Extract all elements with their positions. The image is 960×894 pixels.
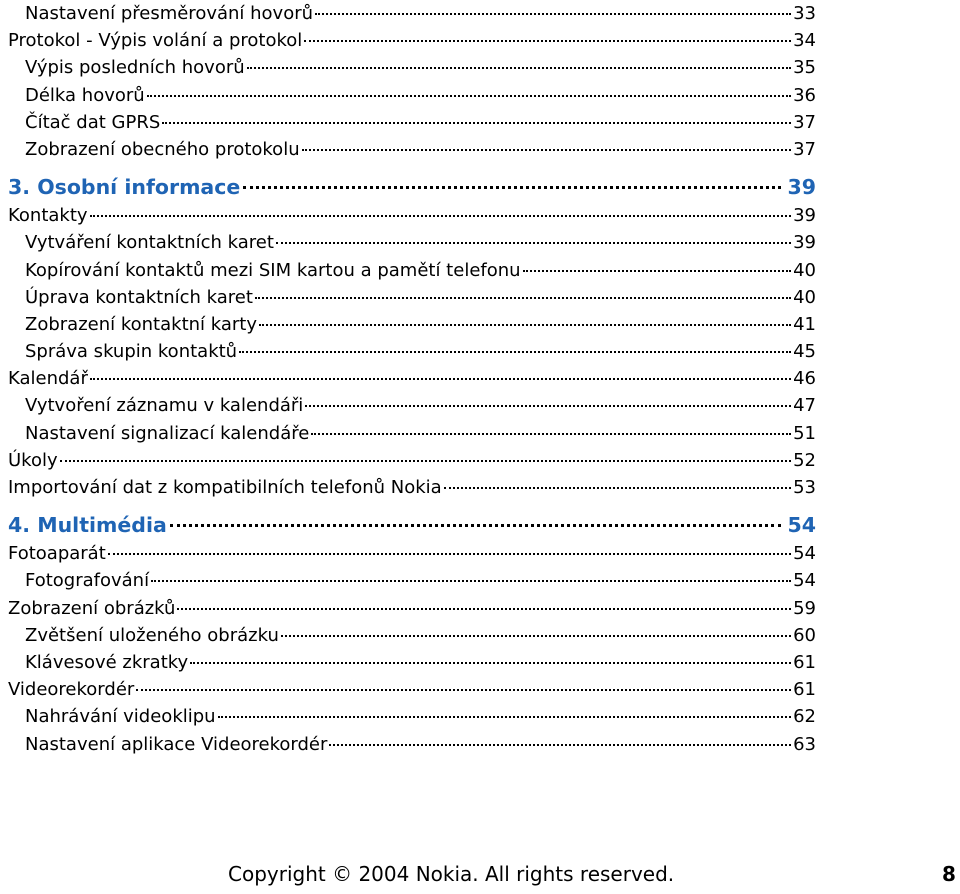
- toc-entry-page-number: 35: [793, 57, 816, 79]
- toc-entry-title: Nastavení přesměrování hovorů: [25, 3, 314, 24]
- dot-leader: [218, 716, 792, 718]
- toc-group: [8, 202, 816, 501]
- toc-entry-page-number: 60: [793, 624, 816, 646]
- toc-entry-page-number: 36: [793, 84, 816, 106]
- toc-entry-page-number: 40: [793, 259, 816, 281]
- dot-leader: [147, 95, 791, 97]
- toc-entry-title: Videorekordér: [8, 679, 135, 701]
- toc-entry-title: Výpis posledních hovorů: [25, 57, 245, 79]
- toc-entry[interactable]: [8, 622, 816, 649]
- dot-leader: [276, 242, 791, 244]
- dot-leader: [90, 378, 791, 380]
- toc-entry[interactable]: [8, 202, 816, 229]
- toc-entry[interactable]: [8, 392, 816, 419]
- toc-entry-page-number: 62: [793, 706, 816, 728]
- toc-entry[interactable]: [8, 420, 816, 447]
- chapter-page-number: 39: [787, 175, 816, 200]
- dot-leader: [243, 186, 781, 189]
- toc-entry-title: Fotoaparát: [8, 543, 106, 565]
- dot-leader: [108, 553, 791, 555]
- dot-leader: [281, 635, 791, 637]
- toc-entry-page-number: 59: [793, 597, 816, 619]
- chapter-title: 4. Multimédia: [8, 513, 167, 538]
- toc-entry-title: Úprava kontaktních karet: [25, 286, 253, 308]
- toc-entry-title: Vytváření kontaktních karet: [25, 232, 274, 254]
- toc-entry-page-number: 53: [793, 477, 816, 498]
- dot-leader: [136, 689, 791, 691]
- toc-entry-page-number: 37: [793, 138, 816, 160]
- toc-entry-title: Nastavení aplikace Videorekordér: [25, 733, 328, 755]
- toc-entry-page-number: 37: [793, 111, 816, 133]
- toc-entry-page-number: 45: [793, 341, 816, 363]
- dot-leader: [247, 67, 791, 69]
- toc-entry[interactable]: [8, 649, 816, 676]
- chapter-page-number: 54: [787, 513, 816, 538]
- toc-entry-page-number: 52: [793, 449, 816, 471]
- toc-entry-page-number: 46: [793, 368, 816, 390]
- toc-entry-title: Klávesové zkratky: [25, 651, 189, 673]
- toc-entry[interactable]: [8, 109, 816, 136]
- toc-entry-page-number: 54: [793, 543, 816, 565]
- dot-leader: [60, 460, 791, 462]
- toc-entry[interactable]: [8, 731, 816, 758]
- toc-entry[interactable]: [8, 311, 816, 338]
- dot-leader: [444, 487, 791, 489]
- dot-leader: [239, 351, 791, 353]
- toc-entry-title: Protokol - Výpis volání a protokol: [8, 30, 303, 52]
- toc-entry[interactable]: [8, 676, 816, 703]
- toc-entry-title: Importování dat z kompatibilních telefonů Nokia: [8, 477, 442, 498]
- toc-entry[interactable]: [8, 595, 816, 622]
- dot-leader: [190, 662, 791, 664]
- dot-leader: [177, 608, 791, 610]
- toc-entry[interactable]: [8, 284, 816, 311]
- table-of-contents: [8, 0, 816, 758]
- toc-entry-page-number: 63: [793, 733, 816, 755]
- toc-entry-page-number: 34: [793, 30, 816, 52]
- toc-entry-title: Zvětšení uloženého obrázku: [25, 624, 279, 646]
- page-number: 8: [942, 862, 956, 886]
- toc-entry[interactable]: [8, 257, 816, 284]
- dot-leader: [255, 297, 791, 299]
- dot-leader: [170, 524, 782, 527]
- dot-leader: [523, 270, 792, 272]
- toc-entry-page-number: 47: [793, 395, 816, 417]
- toc-entry-title: Zobrazení obrázků: [8, 597, 176, 619]
- toc-entry-title: Čítač dat GPRS: [25, 111, 161, 133]
- toc-entry[interactable]: [8, 447, 816, 474]
- toc-entry-title: Zobrazení kontaktní karty: [25, 313, 258, 335]
- toc-entry-page-number: 41: [793, 313, 816, 335]
- toc-entry-title: Zobrazení obecného protokolu: [25, 138, 300, 160]
- toc-entry[interactable]: [8, 338, 816, 365]
- toc-group: [8, 540, 816, 758]
- toc-entry[interactable]: [8, 703, 816, 730]
- toc-entry-title: Kalendář: [8, 368, 88, 390]
- chapter-title: 3. Osobní informace: [8, 175, 241, 200]
- toc-entry-title: Úkoly: [8, 449, 58, 471]
- dot-leader: [90, 215, 792, 217]
- chapter-heading[interactable]: [8, 172, 816, 202]
- dot-leader: [311, 433, 791, 435]
- toc-entry-title: Nahrávání videoklipu: [25, 706, 216, 728]
- toc-entry-title: Fotografování: [25, 570, 150, 592]
- toc-entry-page-number: 33: [793, 3, 816, 24]
- toc-entry-page-number: 51: [793, 422, 816, 444]
- toc-entry[interactable]: [8, 27, 816, 54]
- toc-entry-title: Délka hovorů: [25, 84, 145, 106]
- dot-leader: [302, 149, 791, 151]
- dot-leader: [259, 324, 791, 326]
- toc-entry[interactable]: [8, 540, 816, 567]
- toc-entry[interactable]: [8, 0, 816, 27]
- toc-entry[interactable]: [8, 474, 816, 501]
- toc-entry-page-number: 61: [793, 679, 816, 701]
- toc-entry-title: Vytvoření záznamu v kalendáři: [25, 395, 304, 417]
- toc-entry-title: Kopírování kontaktů mezi SIM kartou a pamětí telefonu: [25, 259, 521, 281]
- toc-entry-title: Kontakty: [8, 205, 88, 227]
- toc-entry[interactable]: [8, 54, 816, 81]
- toc-group: [8, 0, 816, 163]
- toc-entry-page-number: 61: [793, 651, 816, 673]
- chapter-heading[interactable]: [8, 510, 816, 540]
- toc-entry-page-number: 39: [793, 205, 816, 227]
- toc-entry[interactable]: [8, 136, 816, 163]
- toc-entry[interactable]: [8, 365, 816, 392]
- copyright-notice: Copyright © 2004 Nokia. All rights reserved.: [228, 862, 675, 886]
- toc-entry-page-number: 39: [793, 232, 816, 254]
- dot-leader: [305, 405, 791, 407]
- dot-leader: [315, 13, 791, 15]
- dot-leader: [304, 40, 791, 42]
- toc-entry-page-number: 54: [793, 570, 816, 592]
- dot-leader: [329, 744, 791, 746]
- toc-entry-page-number: 40: [793, 286, 816, 308]
- toc-entry-title: Správa skupin kontaktů: [25, 341, 238, 363]
- toc-entry[interactable]: [8, 567, 816, 594]
- toc-entry[interactable]: [8, 82, 816, 109]
- dot-leader: [151, 580, 791, 582]
- dot-leader: [162, 122, 791, 124]
- toc-entry-title: Nastavení signalizací kalendáře: [25, 422, 310, 444]
- toc-entry[interactable]: [8, 229, 816, 256]
